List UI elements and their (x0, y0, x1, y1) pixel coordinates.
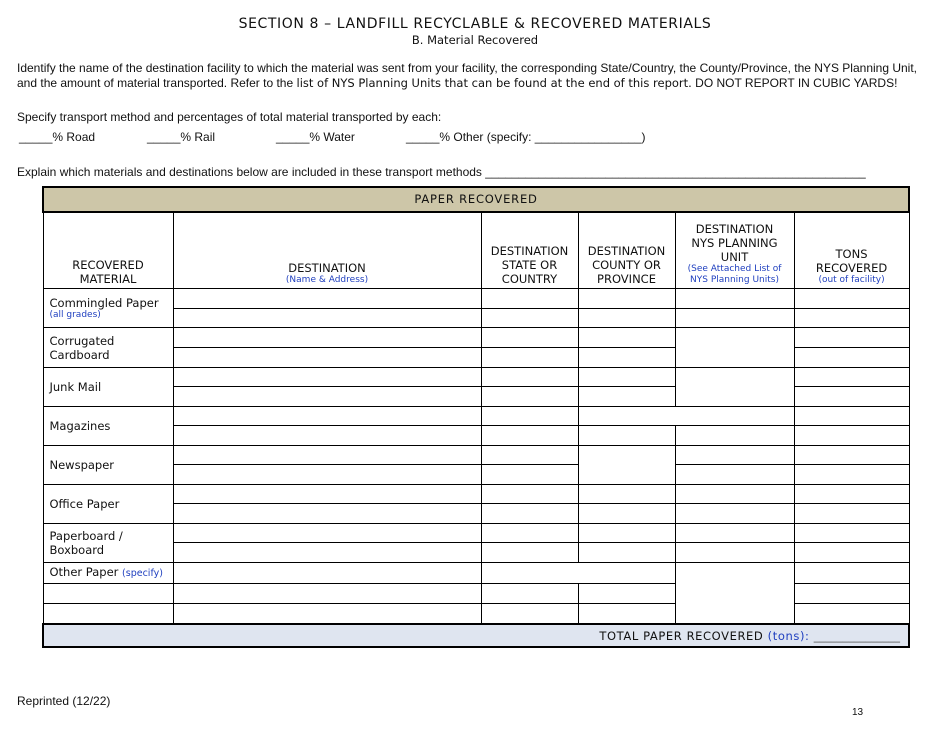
header-material-line-1: RECOVERED (72, 258, 144, 273)
destination-cell[interactable] (173, 426, 481, 446)
planning-unit-cell[interactable] (675, 523, 794, 543)
destination-cell[interactable] (173, 308, 481, 328)
county-cell[interactable] (578, 484, 675, 504)
tons-cell[interactable] (794, 604, 909, 625)
state-cell[interactable] (481, 523, 578, 543)
page-number: 13 (852, 707, 864, 718)
destination-cell[interactable] (173, 367, 481, 387)
header-planning-line-3: UNIT (720, 250, 749, 265)
planning-unit-cell[interactable] (675, 543, 794, 563)
tons-cell[interactable] (794, 543, 909, 563)
header-planning-sub-1: (See Attached List of (687, 264, 782, 275)
destination-cell[interactable] (173, 406, 481, 426)
header-tons-sub: (out of facility) (818, 275, 885, 286)
planning-unit-cell[interactable] (675, 289, 794, 309)
tons-cell[interactable] (794, 563, 909, 584)
header-state-line-3: COUNTRY (501, 272, 558, 287)
material-corrugated-line-1: Corrugated (49, 333, 115, 348)
destination-cell[interactable] (173, 387, 481, 407)
state-cell[interactable] (481, 504, 578, 524)
total-label: TOTAL PAPER RECOVERED (599, 628, 764, 643)
tons-cell[interactable] (794, 367, 909, 387)
header-state-line-1: DESTINATION (490, 244, 569, 259)
county-cell[interactable] (578, 426, 675, 446)
county-cell[interactable] (578, 387, 675, 407)
county-cell[interactable] (578, 289, 675, 309)
material-commingled-label: Commingled Paper (49, 296, 159, 311)
material-paperboard-line-1: Paperboard / (49, 528, 123, 543)
state-cell[interactable] (481, 543, 578, 563)
county-cell[interactable] (578, 523, 675, 543)
material-commingled-paper (43, 289, 173, 328)
planning-unit-cell[interactable] (675, 328, 794, 367)
instructions-line-2a: and the amount of material transported. Refer to the (17, 76, 297, 90)
tons-cell[interactable] (794, 465, 909, 485)
state-cell[interactable] (481, 445, 578, 465)
header-county-line-2: COUNTY OR (592, 258, 661, 273)
state-cell[interactable] (481, 308, 578, 328)
destination-cell[interactable] (173, 348, 481, 368)
material-other-label: Other Paper (49, 564, 119, 579)
section-subtitle: B. Material Recovered (411, 33, 539, 47)
header-planning-sub-2: NYS Planning Units) (690, 275, 779, 286)
header-tons-line-1: TONS (835, 247, 868, 262)
header-planning-line-2: NYS PLANNING (691, 236, 778, 251)
state-cell[interactable] (481, 604, 578, 625)
planning-unit-cell[interactable] (675, 445, 794, 465)
tons-cell[interactable] (794, 387, 909, 407)
county-planning-cell[interactable] (578, 406, 794, 426)
material-magazines: Magazines (43, 406, 173, 445)
reprinted-date: Reprinted (12/22) (17, 694, 111, 708)
county-cell[interactable] (578, 445, 675, 484)
other-paper-specify-cell[interactable] (43, 583, 173, 604)
state-cell[interactable] (481, 328, 578, 348)
planning-unit-cell[interactable] (675, 504, 794, 524)
paper-recovered-banner: PAPER RECOVERED (43, 187, 909, 212)
destination-cell[interactable] (173, 445, 481, 465)
instructions (17, 61, 937, 91)
tons-cell[interactable] (794, 289, 909, 309)
county-cell[interactable] (578, 348, 675, 368)
state-cell[interactable] (481, 367, 578, 387)
header-state-line-2: STATE OR (501, 258, 558, 273)
other-paper-specify-cell[interactable] (43, 604, 173, 625)
header-county-province (578, 212, 675, 289)
header-destination-label: DESTINATION (288, 261, 366, 276)
header-destination (173, 212, 481, 289)
material-newspaper: Newspaper (43, 445, 173, 484)
material-corrugated-line-2: Cardboard (49, 347, 110, 362)
planning-units-reference: list of NYS Planning Units that can be found at the end of this report. (296, 76, 692, 90)
header-county-line-3: PROVINCE (597, 272, 656, 287)
material-other-sub: (specify) (122, 567, 163, 579)
instructions-line-2 (17, 76, 937, 91)
county-cell[interactable] (578, 543, 675, 563)
destination-cell[interactable] (173, 465, 481, 485)
transport-rail-field[interactable]: _____% Rail (147, 130, 216, 144)
header-planning-unit (675, 212, 794, 289)
material-paperboard-boxboard (43, 523, 173, 562)
transport-other-field[interactable]: _____% Other (specify: ________________) (406, 130, 646, 144)
destination-cell[interactable] (173, 289, 481, 309)
county-cell[interactable] (578, 367, 675, 387)
paper-recovered-table (42, 186, 910, 648)
material-other-paper (43, 563, 173, 584)
instructions-line-1: Identify the name of the destination facility to which the material was sent from your facility, the corresponding State/Country, the County/Province, the NYS Planning Unit, (17, 61, 918, 75)
planning-unit-cell[interactable] (675, 367, 794, 406)
planning-unit-cell[interactable] (675, 484, 794, 504)
tons-cell[interactable] (794, 328, 909, 348)
state-cell[interactable] (481, 426, 578, 446)
destination-cell[interactable] (173, 328, 481, 348)
county-cell[interactable] (578, 604, 675, 625)
county-cell[interactable] (578, 308, 675, 328)
state-cell[interactable] (481, 484, 578, 504)
header-state-country (481, 212, 578, 289)
state-cell[interactable] (481, 289, 578, 309)
state-cell[interactable] (481, 406, 578, 426)
state-cell[interactable] (481, 465, 578, 485)
transport-water-field[interactable]: _____% Water (276, 130, 355, 144)
tons-cell[interactable] (794, 426, 909, 446)
state-cell[interactable] (481, 348, 578, 368)
planning-unit-cell[interactable] (675, 426, 794, 446)
header-tons-recovered (794, 212, 909, 289)
material-office-paper: Office Paper (43, 484, 173, 523)
header-recovered-material (43, 212, 173, 289)
transport-prompt: Specify transport method and percentages of total material transported by each: (17, 110, 442, 124)
total-paper-recovered (43, 624, 909, 647)
tons-cell[interactable] (794, 348, 909, 368)
total-tons-field[interactable]: _______________ (813, 628, 901, 643)
explain-transport-field[interactable]: Explain which materials and destinations below are included in these transport methods _________________________________________________________ (17, 165, 866, 179)
destination-cell[interactable] (173, 523, 481, 543)
planning-unit-cell[interactable] (675, 563, 794, 625)
material-paperboard-line-2: Boxboard (49, 542, 105, 557)
planning-unit-cell[interactable] (675, 308, 794, 328)
section-title: SECTION 8 – LANDFILL RECYCLABLE & RECOVERED MATERIALS (238, 16, 712, 32)
material-corrugated-cardboard (43, 328, 173, 367)
destination-cell[interactable] (173, 563, 481, 584)
destination-cell[interactable] (173, 504, 481, 524)
destination-cell[interactable] (173, 583, 481, 604)
destination-cell[interactable] (173, 484, 481, 504)
header-tons-line-2: RECOVERED (815, 261, 888, 276)
state-county-cell[interactable] (481, 563, 675, 584)
no-cubic-yards-warning: DO NOT REPORT IN CUBIC YARDS! (691, 76, 898, 90)
county-cell[interactable] (578, 504, 675, 524)
destination-cell[interactable] (173, 543, 481, 563)
material-junk-mail: Junk Mail (43, 367, 173, 406)
tons-cell[interactable] (794, 445, 909, 465)
transport-road-field[interactable]: _____% Road (19, 130, 96, 144)
county-cell[interactable] (578, 328, 675, 348)
header-destination-sub: (Name & Address) (285, 275, 369, 286)
planning-unit-cell[interactable] (675, 465, 794, 485)
tons-cell[interactable] (794, 523, 909, 543)
tons-cell[interactable] (794, 406, 909, 426)
state-cell[interactable] (481, 387, 578, 407)
header-material-line-2: MATERIAL (79, 272, 137, 287)
header-planning-line-1: DESTINATION (695, 222, 774, 237)
tons-cell[interactable] (794, 308, 909, 328)
tons-cell[interactable] (794, 504, 909, 524)
total-units: (tons): (767, 628, 810, 643)
tons-cell[interactable] (794, 583, 909, 604)
header-county-line-1: DESTINATION (587, 244, 666, 259)
tons-cell[interactable] (794, 484, 909, 504)
state-cell[interactable] (481, 583, 578, 604)
county-cell[interactable] (578, 583, 675, 604)
destination-cell[interactable] (173, 604, 481, 625)
material-commingled-sub: (all grades) (49, 310, 101, 321)
